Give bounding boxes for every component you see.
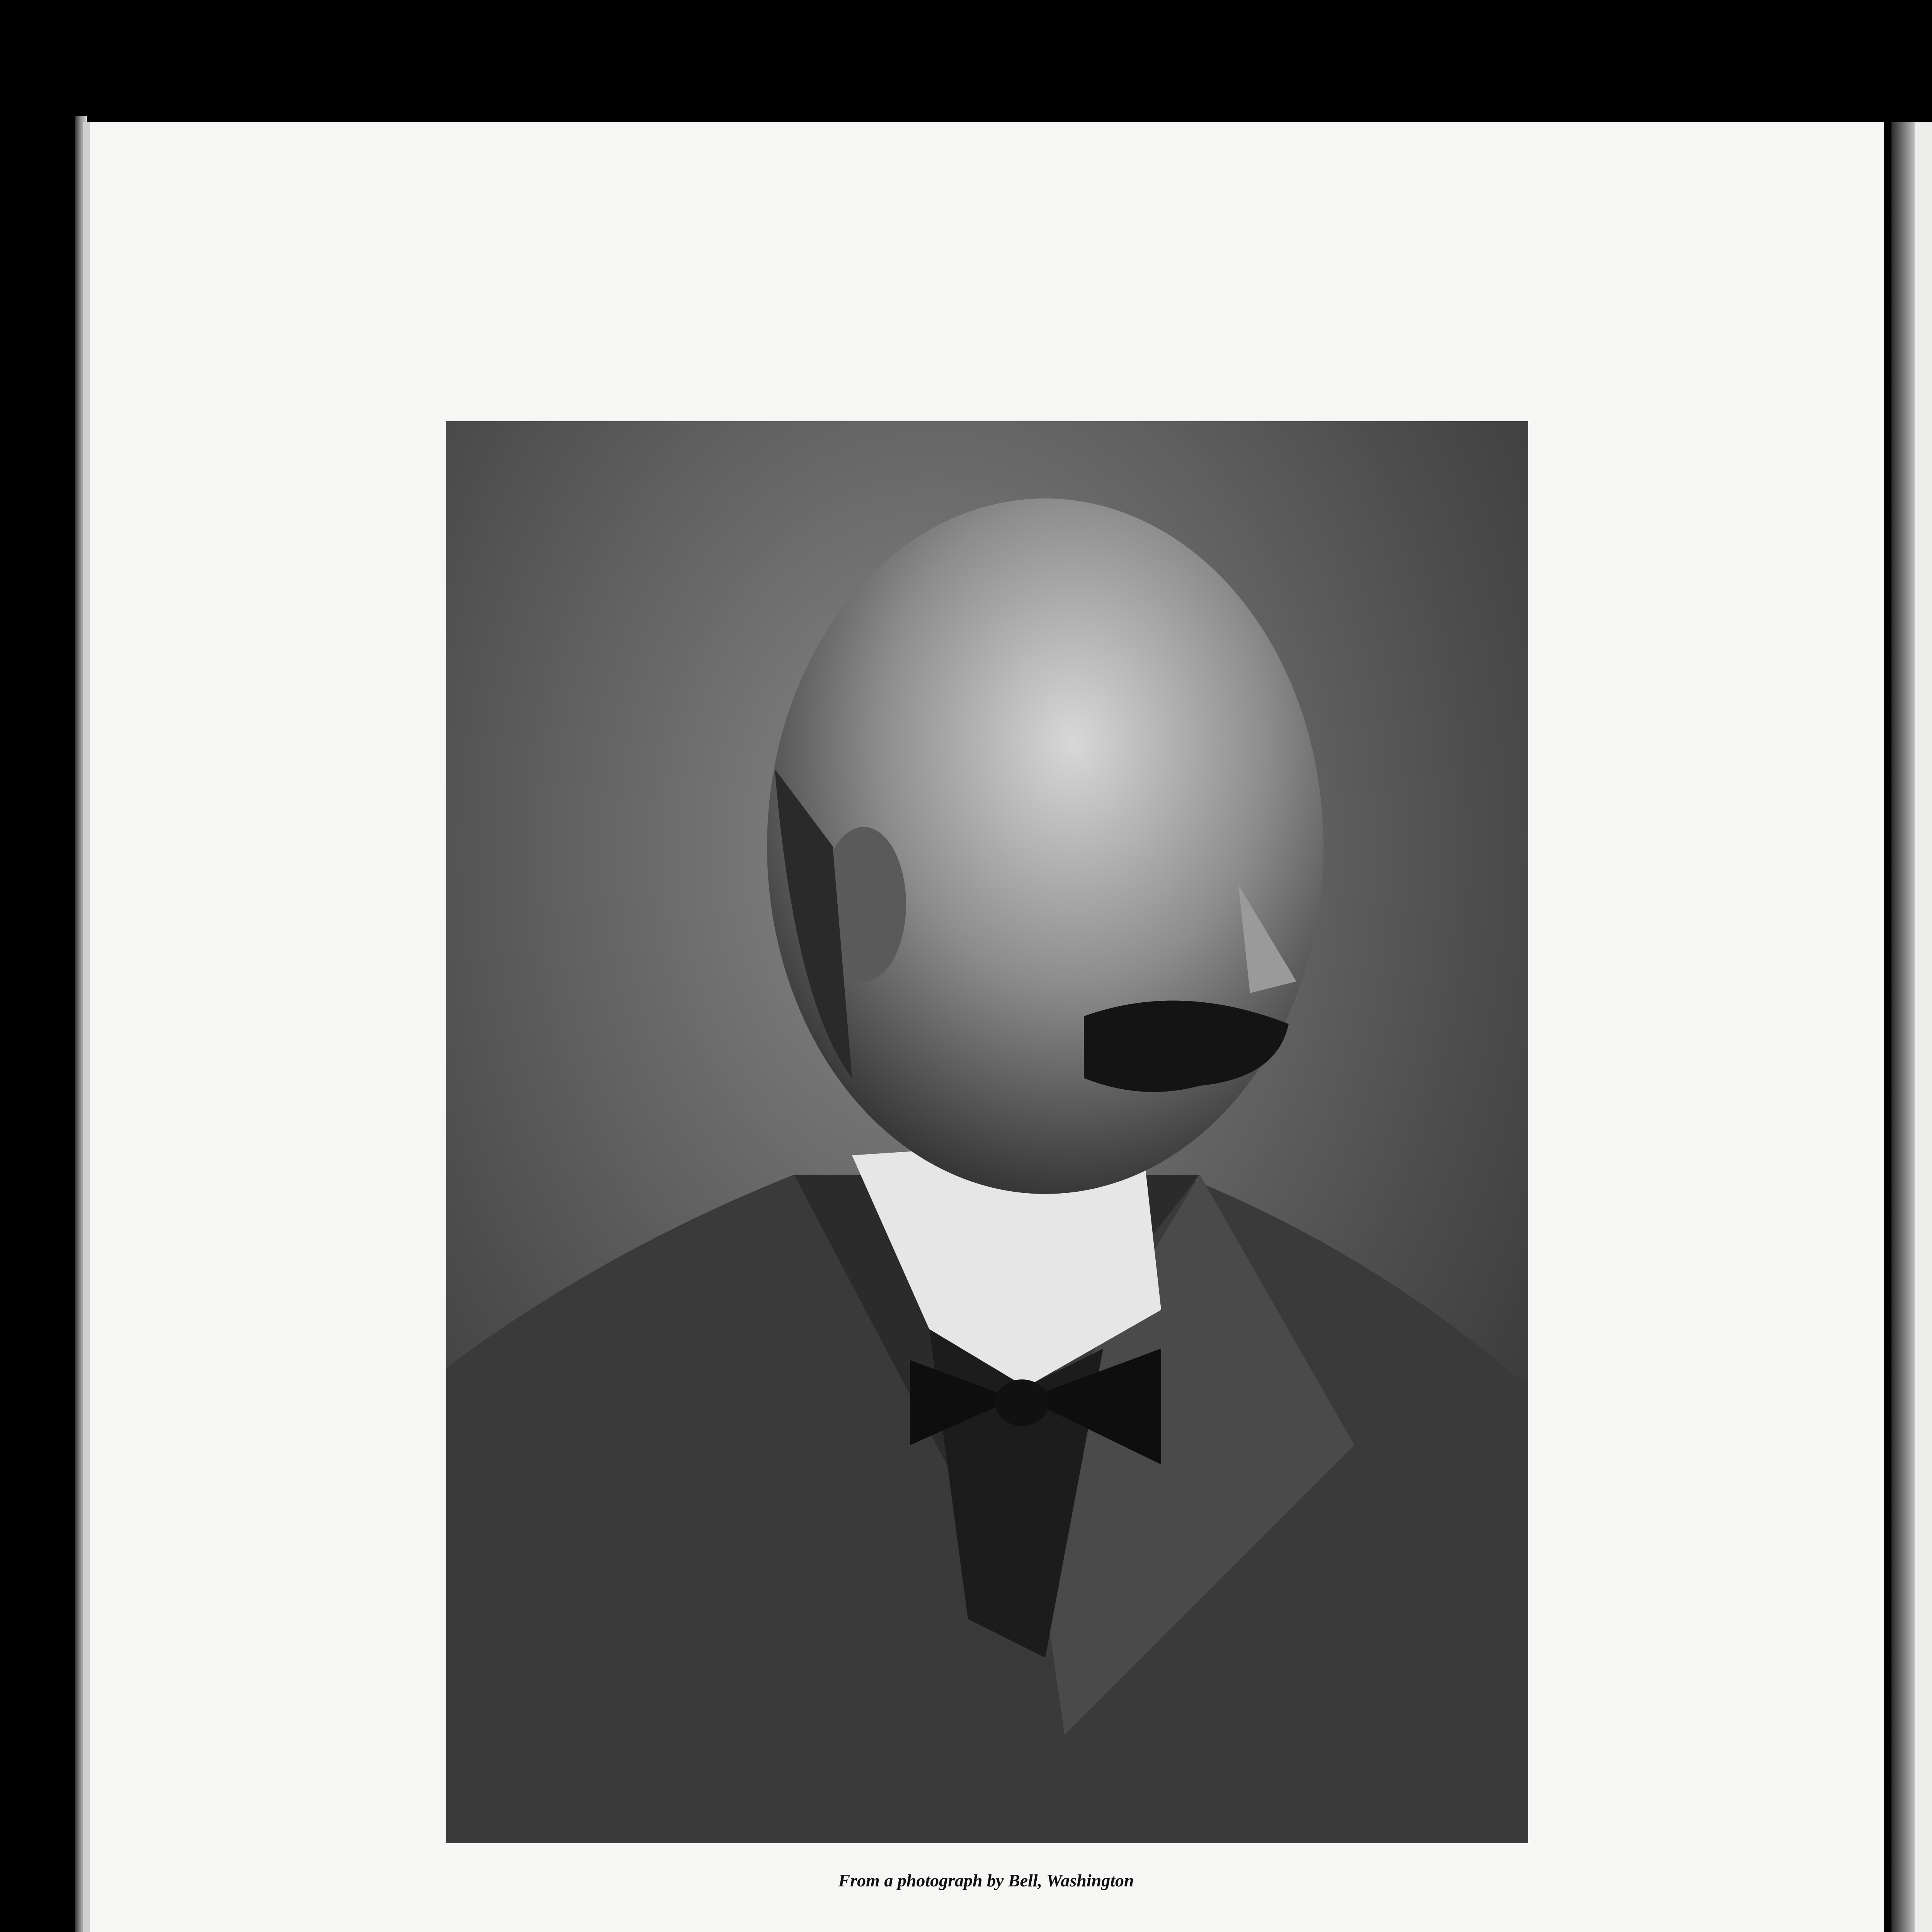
photo-caption: From a photograph by Bell, Washington (838, 1871, 1134, 1890)
facing-page-edge (1891, 122, 1932, 1932)
portrait-photograph (446, 421, 1528, 1843)
